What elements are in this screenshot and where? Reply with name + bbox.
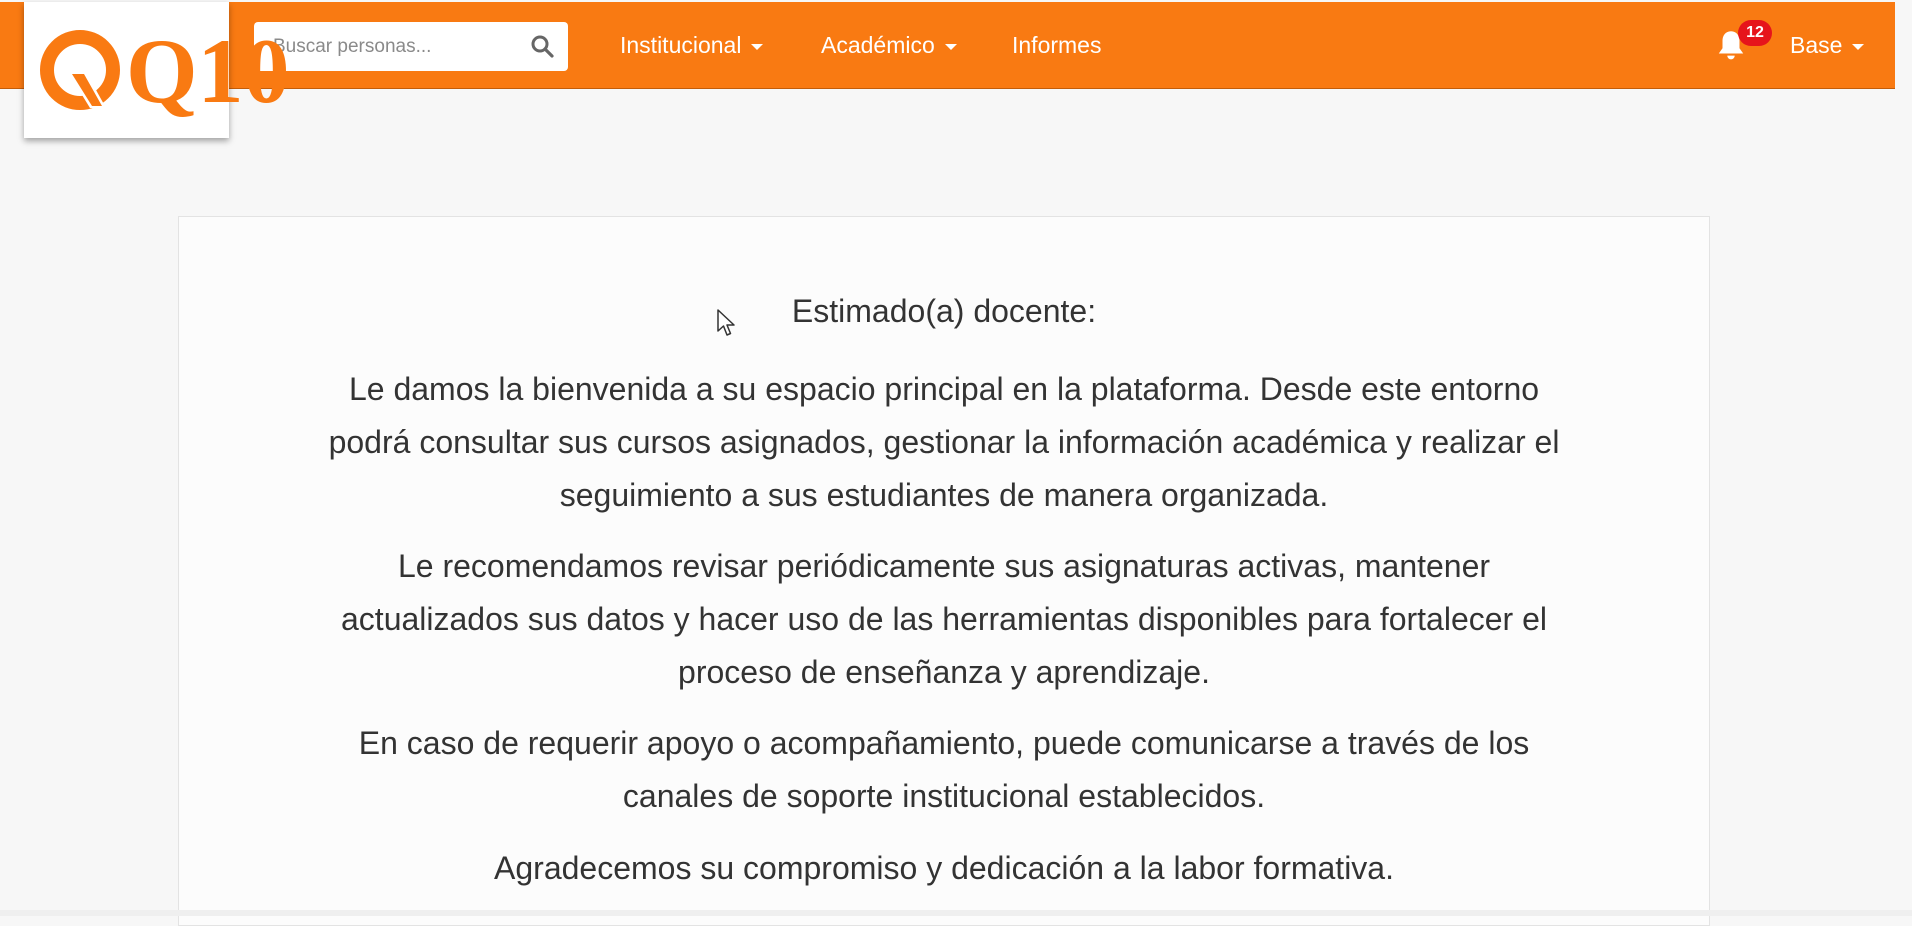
search-icon[interactable]	[530, 34, 554, 58]
user-menu[interactable]	[1790, 2, 1864, 88]
welcome-paragraph-1-line-2: podrá consultar sus cursos asignados, gestionar la información académica y realizar el	[328, 424, 1560, 460]
chevron-down-icon	[751, 44, 763, 50]
search-input[interactable]	[271, 35, 525, 59]
welcome-paragraph-4-line-1: Agradecemos su compromiso y dedicación a la labor formativa.	[494, 850, 1394, 886]
welcome-paragraph-2-line-1: Le recomendamos revisar periódicamente sus asignaturas activas, mantener	[397, 548, 1491, 584]
nav-academico-label: Académico	[821, 31, 935, 58]
nav-informes[interactable]	[1012, 2, 1101, 88]
mouse-pointer-icon	[716, 308, 738, 338]
logo-text: Q10	[125, 20, 290, 122]
chevron-down-icon	[1852, 44, 1864, 50]
notification-count-badge: 12	[1738, 20, 1772, 46]
bottom-divider	[0, 910, 1912, 916]
welcome-greeting: Estimado(a) docente:	[791, 293, 1097, 329]
logo[interactable]	[24, 2, 290, 138]
welcome-paragraph-3-line-1: En caso de requerir apoyo o acompañamiento, puede comunicarse a través de los	[358, 725, 1530, 761]
user-menu-label: Base	[1790, 31, 1843, 58]
chevron-down-icon	[945, 44, 957, 50]
welcome-paragraph-3-line-2: canales de soporte institucional establecidos.	[622, 778, 1266, 814]
welcome-paragraph-1-line-1: Le damos la bienvenida a su espacio principal en la plataforma. Desde este entorno	[348, 371, 1540, 407]
welcome-paragraph-2-line-3: proceso de enseñanza y aprendizaje.	[678, 654, 1210, 690]
nav-institucional-label: Institucional	[620, 31, 742, 58]
q10-logo-icon	[32, 20, 290, 122]
nav-academico[interactable]	[821, 2, 957, 88]
nav-institucional[interactable]	[620, 2, 763, 88]
welcome-paragraph-1-line-3: seguimiento a sus estudiantes de manera organizada.	[559, 477, 1329, 513]
welcome-card	[178, 216, 1710, 926]
search-box[interactable]	[254, 22, 568, 71]
welcome-paragraph-2-line-2: actualizados sus datos y hacer uso de las herramientas disponibles para fortalecer el	[341, 601, 1547, 637]
nav-informes-label: Informes	[1012, 31, 1102, 58]
